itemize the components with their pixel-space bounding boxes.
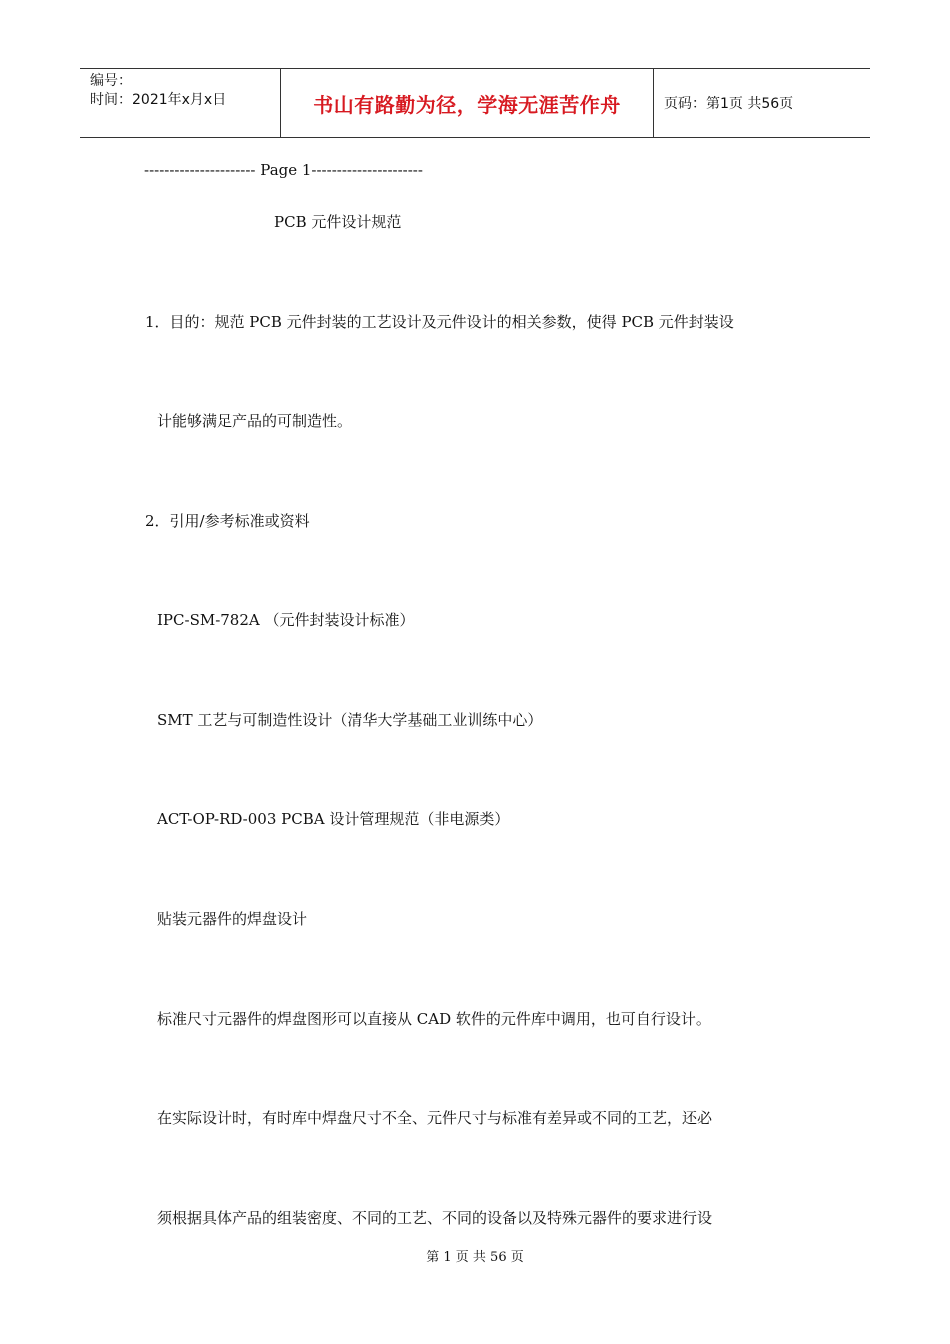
body-line: 须根据具体产品的组装密度、不同的工艺、不同的设备以及特殊元器件的要求进行设 xyxy=(157,1209,713,1227)
body-line: 计能够满足产品的可制造性。 xyxy=(157,412,353,430)
document-number-label: 编号： xyxy=(90,73,132,89)
document-title: PCB 元件设计规范 xyxy=(274,213,402,231)
body-line: 在实际设计时，有时库中焊盘尺寸不全、元件尺寸与标准有差异或不同的工艺，还必 xyxy=(157,1109,713,1127)
page-marker: ---------------------- Page 1---------------------- xyxy=(144,161,423,179)
document-time-label: 时间：2021年x月x日 xyxy=(90,92,227,108)
reference-item: IPC-SM-782A （元件封装设计标准） xyxy=(157,611,415,629)
body-line: 标准尺寸元器件的焊盘图形可以直接从 CAD 软件的元件库中调用，也可自行设计。 xyxy=(157,1010,711,1028)
body-line: 1．目的：规范 PCB 元件封装的工艺设计及元件设计的相关参数，使得 PCB 元件封装设 xyxy=(145,313,734,331)
page-footer: 第 1 页 共 56 页 xyxy=(426,1250,524,1265)
reference-item: SMT 工艺与可制造性设计（清华大学基础工业训练中心） xyxy=(157,711,543,729)
section-heading: 2．引用/参考标准或资料 xyxy=(145,512,310,530)
document-header xyxy=(80,68,870,138)
reference-item: ACT-OP-RD-003 PCBA 设计管理规范（非电源类） xyxy=(157,810,510,828)
header-page-info: 页码：第1页 共56页 xyxy=(664,96,794,112)
header-meta-cell xyxy=(80,69,281,137)
subsection-heading: 贴装元器件的焊盘设计 xyxy=(157,910,308,928)
header-motto: 书山有路勤为径，学海无涯苦作舟 xyxy=(281,69,654,137)
